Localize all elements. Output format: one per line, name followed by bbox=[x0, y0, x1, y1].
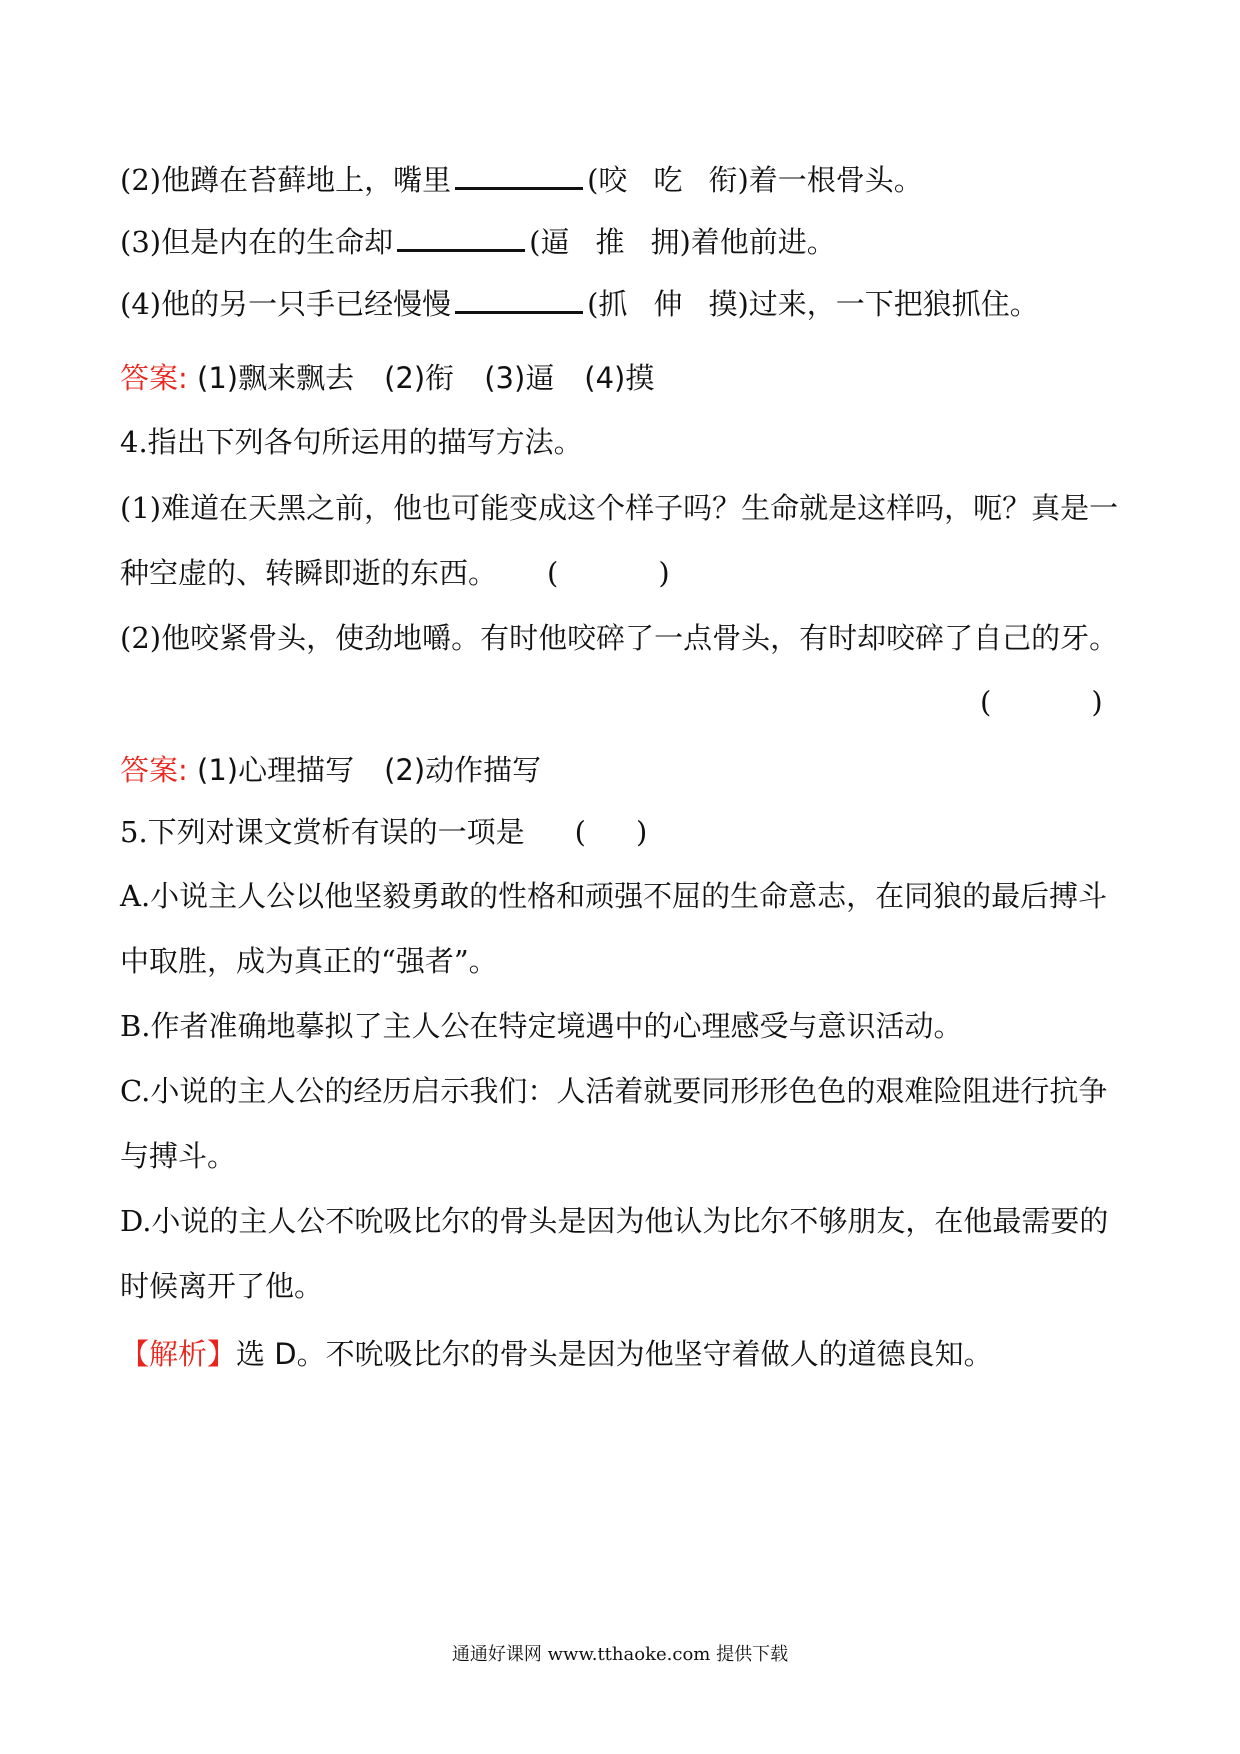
answer-label: 答案: bbox=[120, 753, 188, 787]
q4-sentence-1-line-2: 种空虚的、转瞬即逝的东西。 ( ) bbox=[120, 556, 670, 590]
answer-blank[interactable] bbox=[455, 285, 583, 314]
q4-stem: 4.指出下列各句所运用的描写方法。 bbox=[120, 425, 583, 459]
q3-item-2: (2)他蹲在苔藓地上，嘴里 (咬 吃 衔)着一根骨头。 bbox=[120, 163, 923, 197]
q5-option-d-line-1: D.小说的主人公不吮吸比尔的骨头是因为他认为比尔不够朋友，在他最需要的 bbox=[120, 1204, 1109, 1238]
q3-item-3: (3)但是内在的生命却 (逼 推 拥)着他前进。 bbox=[120, 225, 836, 259]
q5-option-d-line-2: 时候离开了他。 bbox=[120, 1269, 324, 1303]
q5-analysis: 【解析】选 D。不吮吸比尔的骨头是因为他坚守着做人的道德良知。 bbox=[120, 1337, 993, 1371]
q5-option-c-line-1: C.小说的主人公的经历启示我们：人活着就要同形形色色的艰难险阻进行抗争 bbox=[120, 1074, 1108, 1108]
q4-sentence-2-paren[interactable]: ( ) bbox=[980, 685, 1103, 719]
q5-option-b: B.作者准确地摹拟了主人公在特定境遇中的心理感受与意识活动。 bbox=[120, 1009, 963, 1043]
answer-blank[interactable] bbox=[455, 161, 583, 190]
answer-label: 答案: bbox=[120, 361, 188, 395]
q5-option-c-line-2: 与搏斗。 bbox=[120, 1139, 237, 1173]
q5-option-a-line-1: A.小说主人公以他坚毅勇敢的性格和顽强不屈的生命意志，在同狼的最后搏斗 bbox=[120, 879, 1108, 913]
q4-answer: 答案: (1)心理描写 (2)动作描写 bbox=[120, 753, 542, 787]
q4-sentence-1-line-1: (1)难道在天黑之前，他也可能变成这个样子吗？生命就是这样吗，呃？真是一 bbox=[120, 491, 1119, 525]
q5-stem: 5.下列对课文赏析有误的一项是 ( ) bbox=[120, 815, 648, 849]
q4-sentence-2-line-1: (2)他咬紧骨头，使劲地嚼。有时他咬碎了一点骨头，有时却咬碎了自己的牙。 bbox=[120, 621, 1119, 655]
q3-answer: 答案: (1)飘来飘去 (2)衔 (3)逼 (4)摸 bbox=[120, 361, 655, 395]
q3-item-4: (4)他的另一只手已经慢慢 (抓 伸 摸)过来，一下把狼抓住。 bbox=[120, 287, 1039, 321]
page-footer: 通通好课网 www.tthaoke.com 提供下载 bbox=[451, 1644, 789, 1665]
answer-blank[interactable] bbox=[397, 223, 525, 252]
analysis-label: 【解析】 bbox=[120, 1337, 237, 1371]
q5-option-a-line-2: 中取胜，成为真正的“强者”。 bbox=[120, 944, 498, 978]
